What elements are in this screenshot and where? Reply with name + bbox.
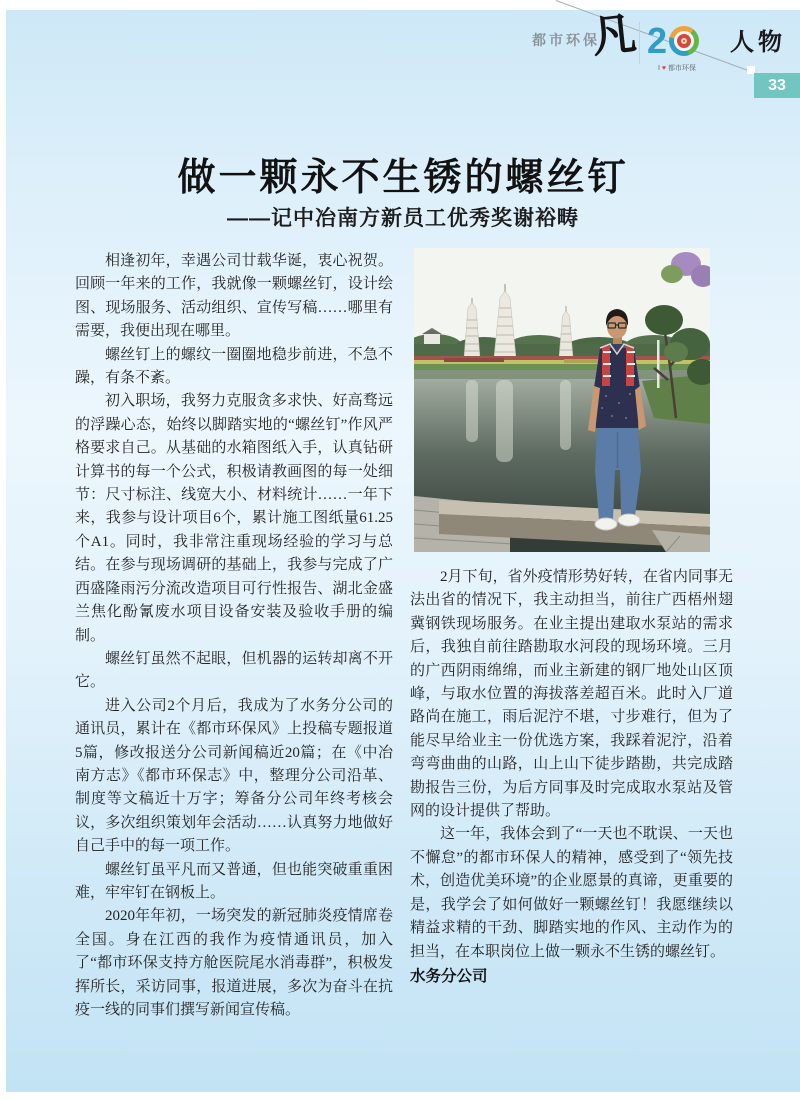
article-signature: 水务分公司 bbox=[410, 967, 488, 985]
article-paragraph: 这一年，我体会到了“一天也不耽误、一天也不懈怠”的都市环保人的精神，感受到了“领先技术，创造优美环境”的企业愿景的真谛，更重要的是，我学会了如何做好一颗螺丝钉！我愿继续以精益求精的干劲、脚踏实地的作风、主动作为的担当，在本职岗位上做一颗永不生锈的螺丝钉。 bbox=[410, 826, 733, 960]
article-paragraph: 螺丝钉上的螺纹一圈圈地稳步前进，不急不躁，有条不紊。 bbox=[75, 346, 393, 387]
article-column-left bbox=[75, 250, 393, 1022]
portrait-photo bbox=[414, 248, 710, 552]
article-paragraph: 2020年年初，一场突发的新冠肺炎疫情席卷全国。身在江西的我作为疫情通讯员，加入了“都市环保支持方舱医院尾水消毒群”，积极发挥所长，采访同事，报道进展，多次为奋斗在抗疫一线的同事们撰写新闻宣传稿。 bbox=[75, 908, 393, 1018]
brand-wordmark: 都市环保 bbox=[532, 32, 600, 48]
article-subtitle: ——记中冶南方新员工优秀奖谢裕畴 bbox=[227, 207, 579, 230]
article-paragraph: 螺丝钉虽然不起眼，但机器的运转却离不开它。 bbox=[75, 650, 393, 691]
anniversary-slogan: I ♥ 都市环保 bbox=[657, 65, 696, 72]
article-column-right-paragraphs bbox=[410, 566, 733, 964]
brand-calligraphy-mark: 凡 bbox=[589, 8, 639, 63]
article-paragraph: 初入职场，我努力克服贪多求快、好高骛远的浮躁心态，始终以脚踏实地的“螺丝钉”作风严格要求自己。从基础的水箱图纸入手，认真钻研计算书的每一个公式，积极请教画图的每一处细节：尺寸标注、线宽大小、材料统计……一年下来，我参与设计项目6个，累计施工图纸量61.25个A1。同时，我非常注重现场经验的学习与总结。在参与现场调研的基础上，我参与完成了广西盛隆雨污分流改造项目可行性报告、湖北金盛兰焦化酚氰废水项目设备安装及验收手册的编制。 bbox=[75, 393, 393, 644]
section-label: 人物 bbox=[730, 29, 786, 56]
anniversary-20-logo bbox=[647, 20, 705, 72]
anniversary-ring-core bbox=[677, 34, 691, 48]
anniversary-digit-2: 2 bbox=[647, 20, 668, 61]
photo-flowerbeds bbox=[414, 356, 710, 370]
heart-icon: ♥ bbox=[661, 65, 667, 72]
article-paragraph: 螺丝钉虽平凡而又普通，但也能突破重重困难，牢牢钉在钢板上。 bbox=[75, 861, 393, 901]
page-number-badge: 33 bbox=[754, 73, 800, 98]
article-paragraph: 进入公司2个月后，我成为了水务分公司的通讯员，累计在《都市环保风》上投稿专题报道5篇，修改报送分公司新闻稿近20篇；在《中冶南方志》《都市环保志》中，整理分公司沿革、制度等文稿近十万字；筹备分公司年终考核会议，多次组织策划年会活动……认真努力地做好自己手中的每一项工作。 bbox=[75, 697, 393, 855]
article-column-right bbox=[410, 566, 733, 988]
article-paragraph: 相逢初年，幸遇公司廿载华诞，衷心祝贺。回顾一年来的工作，我就像一颗螺丝钉，设计绘图、现场服务、活动组织、宣传写稿……哪里有需要，我便出现在哪里。 bbox=[75, 253, 393, 340]
header-divider bbox=[639, 22, 640, 64]
article-title: 做一颗永不生锈的螺丝钉 bbox=[177, 157, 629, 199]
page-background bbox=[6, 10, 800, 1092]
article-paragraph: 2月下旬，省外疫情形势好转，在省内同事无法出省的情况下，我主动担当，前往广西梧州翅冀钢铁现场服务。在业主提出建取水泵站的需求后，我独自前往踏勘取水河段的现场环境。三月的广西阴雨绵绵，而业主新建的钢厂地处山区顶峰，与取水位置的海拔落差超百米。此时入厂道路尚在施工，雨后泥泞不堪，寸步难行，但为了能尽早给业主一份优选方案，我踩着泥泞，沿着弯弯曲曲的山路，山上山下徒步踏勘，共完成踏勘报告三份，为后方同事及时完成取水泵站及管网的设计提供了帮助。 bbox=[410, 569, 733, 820]
anniversary-ring-icon bbox=[669, 26, 699, 56]
